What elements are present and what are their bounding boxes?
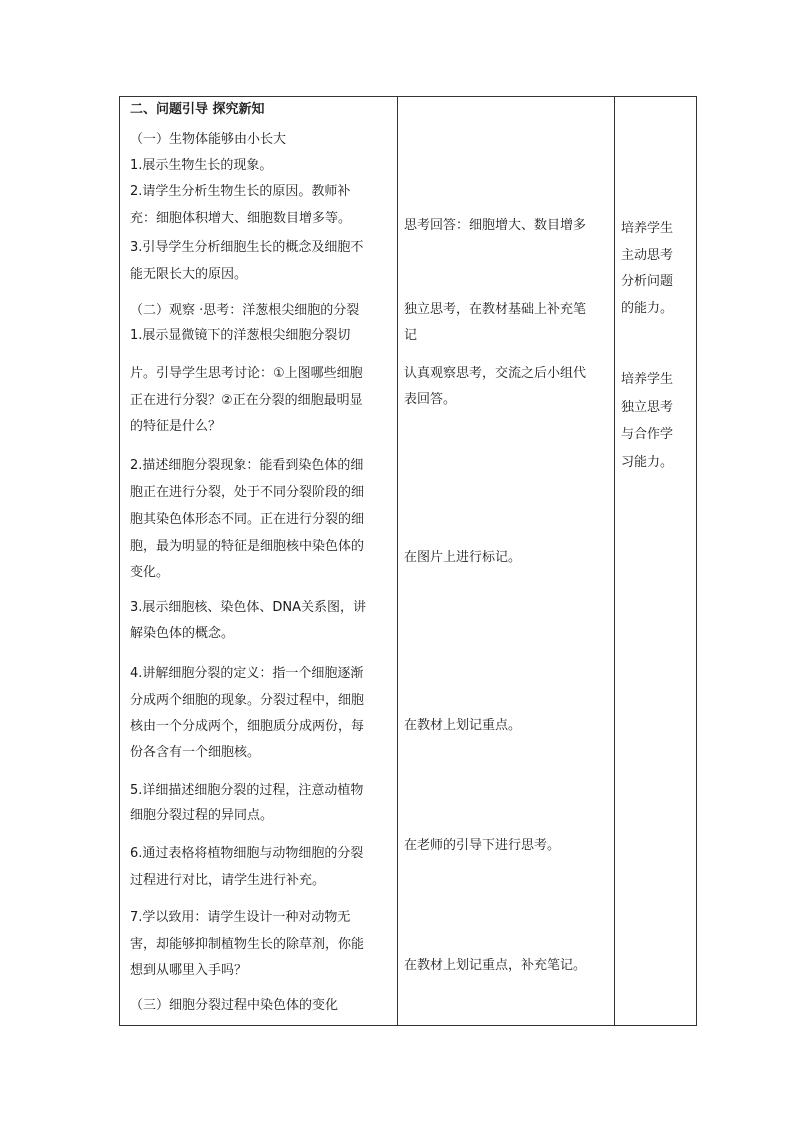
text-line: 胞其染色体形态不同。正在进行分裂的细 bbox=[130, 512, 365, 527]
text-line: 独立思考 bbox=[621, 400, 674, 415]
text-line: 的能力。 bbox=[621, 301, 674, 316]
text-line: 独立思考，在教材基础上补充笔 bbox=[404, 302, 587, 317]
text-line: 表回答。 bbox=[404, 392, 457, 407]
text-line: 在图片上进行标记。 bbox=[404, 550, 522, 565]
text-line: 5.详细描述细胞分裂的过程，注意动植物 bbox=[130, 783, 364, 798]
text-line: 片。引导学生思考讨论：①上图哪些细胞 bbox=[130, 366, 363, 381]
text-line: （一）生物体能够由小长大 bbox=[130, 132, 287, 147]
text-line: 能无限长大的原因。 bbox=[130, 267, 248, 282]
text-line: 3.引导学生分析细胞生长的概念及细胞不 bbox=[130, 240, 364, 255]
text-line: 充：细胞体积增大、细胞数目增多等。 bbox=[130, 211, 352, 226]
text-line: 2.描述细胞分裂现象：能看到染色体的细 bbox=[130, 458, 364, 473]
text-line: 2.请学生分析生物生长的原因。教师补 bbox=[130, 184, 351, 199]
text-line: 习能力。 bbox=[621, 455, 674, 470]
text-line: 过程进行对比，请学生进行补充。 bbox=[130, 873, 326, 888]
text-line: 分析问题 bbox=[621, 274, 674, 289]
text-line: 变化。 bbox=[130, 565, 170, 580]
text-line: 的特征是什么？ bbox=[130, 419, 222, 434]
text-line: 胞正在进行分裂，处于不同分裂阶段的细 bbox=[130, 485, 365, 500]
text-line: 培养学生 bbox=[621, 372, 674, 387]
text-line: 1.展示显微镜下的洋葱根尖细胞分裂切 bbox=[130, 328, 351, 343]
text-line: （二）观察 ·思考：洋葱根尖细胞的分裂 bbox=[130, 303, 360, 318]
text-line: 6.通过表格将植物细胞与动物细胞的分裂 bbox=[130, 846, 364, 861]
text-line: 分成两个细胞的现象。分裂过程中，细胞 bbox=[130, 693, 365, 708]
text-line: 记 bbox=[404, 328, 418, 343]
lesson-plan-table bbox=[119, 96, 697, 1026]
text-line: 胞，最为明显的特征是细胞核中染色体的 bbox=[130, 539, 365, 554]
text-line: 核由一个分成两个，细胞质分成两份，每 bbox=[130, 719, 365, 734]
text-line: 害，却能够抑制植物生长的除草剂，你能 bbox=[130, 937, 365, 952]
section-title: 二、问题引导 探究新知 bbox=[130, 102, 265, 117]
text-line: 4.讲解细胞分裂的定义：指一个细胞逐渐 bbox=[130, 666, 364, 681]
text-line: 认真观察思考，交流之后小组代 bbox=[404, 366, 587, 381]
text-line: 1.展示生物生长的现象。 bbox=[130, 158, 273, 173]
text-line: 正在进行分裂？②正在分裂的细胞最明显 bbox=[130, 393, 363, 408]
text-line: 7.学以致用：请学生设计一种对动物无 bbox=[130, 910, 351, 925]
text-line: 思考回答：细胞增大、数目增多 bbox=[404, 218, 587, 233]
text-line: 在老师的引导下进行思考。 bbox=[404, 838, 561, 853]
text-line: 份各含有一个细胞核。 bbox=[130, 745, 261, 760]
design-purpose-cell bbox=[615, 97, 698, 1025]
text-line: 3.展示细胞核、染色体、DNA关系图，讲 bbox=[130, 600, 367, 615]
text-line: 与合作学 bbox=[621, 427, 674, 442]
text-line: 解染色体的概念。 bbox=[130, 626, 235, 641]
text-line: 细胞分裂过程的异同点。 bbox=[130, 808, 274, 823]
text-line: 培养学生 bbox=[621, 221, 674, 236]
teaching-process-cell bbox=[120, 97, 397, 1025]
text-line: 在教材上划记重点。 bbox=[404, 718, 522, 733]
student-activity-cell bbox=[398, 97, 614, 1025]
text-line: 在教材上划记重点，补充笔记。 bbox=[404, 958, 587, 973]
text-line: （三）细胞分裂过程中染色体的变化 bbox=[130, 998, 339, 1013]
text-line: 主动思考 bbox=[621, 248, 674, 263]
text-line: 想到从哪里入手吗？ bbox=[130, 963, 248, 978]
